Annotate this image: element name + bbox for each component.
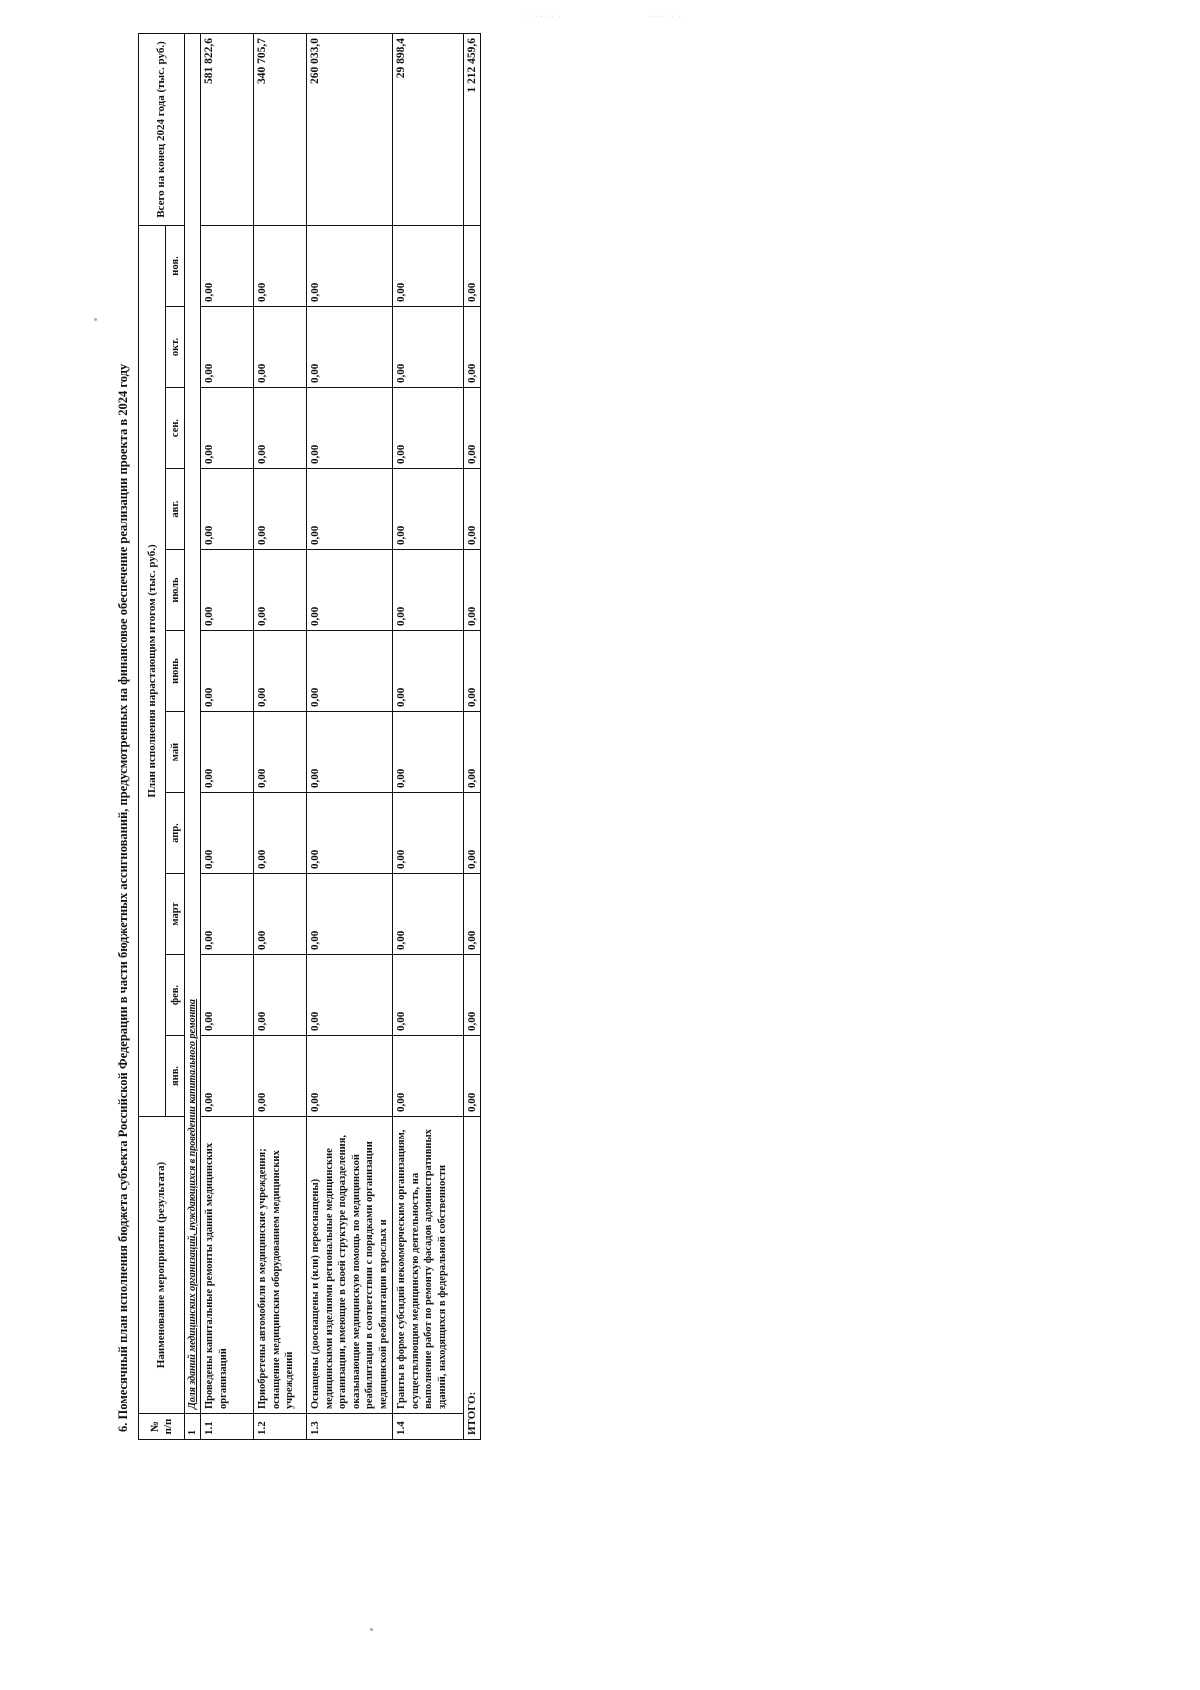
row-num: 1.3	[307, 1414, 393, 1440]
row-num: 1.4	[393, 1414, 464, 1440]
total-month-value: 0,00	[464, 712, 481, 793]
month-value: 0,00	[201, 874, 254, 955]
month-value: 0,00	[307, 226, 393, 307]
month-value: 0,00	[201, 712, 254, 793]
total-row	[464, 34, 481, 1440]
total-month-value: 0,00	[464, 793, 481, 874]
header-month: июнь	[166, 631, 185, 712]
header-name: Наименование мероприятия (результата)	[139, 1117, 185, 1414]
month-value: 0,00	[254, 388, 307, 469]
header-month: ноя.	[166, 226, 185, 307]
month-value: 0,00	[201, 307, 254, 388]
total-month-value: 0,00	[464, 469, 481, 550]
header-plan-group: План исполнения нарастающим итогом (тыс. руб.)	[139, 226, 166, 1117]
total-month-value: 0,00	[464, 1036, 481, 1117]
scan-dot	[370, 1628, 373, 1631]
rotated-document-sheet	[114, 38, 534, 1440]
table-row	[307, 34, 393, 1440]
total-month-value: 0,00	[464, 874, 481, 955]
month-value: 0,00	[201, 469, 254, 550]
month-value: 0,00	[254, 1036, 307, 1117]
row-num: 1.2	[254, 1414, 307, 1440]
month-value: 0,00	[393, 793, 464, 874]
month-value: 0,00	[254, 631, 307, 712]
document-title: 6. Помесячный план исполнения бюджета субъекта Российской Федерации в части бюджетных ассигнований, предусмотренных на финансовое обеспечение реализации проекта в 2024 году	[116, 363, 130, 1432]
row-total: 340 705,7	[254, 34, 307, 226]
month-value: 0,00	[307, 955, 393, 1036]
month-value: 0,00	[254, 226, 307, 307]
month-value: 0,00	[307, 631, 393, 712]
month-value: 0,00	[307, 712, 393, 793]
row-name: Проведены капитальные ремонты зданий медицинских организаций	[201, 1117, 254, 1414]
month-value: 0,00	[307, 469, 393, 550]
scan-speck: ·· ·· ·· ·	[524, 14, 563, 20]
month-value: 0,00	[393, 550, 464, 631]
table-row	[201, 34, 254, 1440]
month-value: 0,00	[393, 307, 464, 388]
header-month: окт.	[166, 307, 185, 388]
row-num: 1.1	[201, 1414, 254, 1440]
header-month: июль	[166, 550, 185, 631]
row-total: 581 822,6	[201, 34, 254, 226]
month-value: 0,00	[254, 469, 307, 550]
row-name: Приобретены автомобили в медицинские учреждения; оснащение медицинским оборудованием медицинских учреждений	[254, 1117, 307, 1414]
header-month: янв.	[166, 1036, 185, 1117]
month-value: 0,00	[307, 550, 393, 631]
month-value: 0,00	[254, 550, 307, 631]
total-month-value: 0,00	[464, 226, 481, 307]
row-name: Гранты в форме субсидий некоммерческим организациям, осуществляющим медицинскую деятельность, на выполнение работ по ремонту фасадов административных зданий, находящихся в федеральной собственности	[393, 1117, 464, 1414]
table-row	[254, 34, 307, 1440]
month-value: 0,00	[393, 388, 464, 469]
header-month: фев.	[166, 955, 185, 1036]
table-row	[393, 34, 464, 1440]
month-value: 0,00	[254, 712, 307, 793]
header-month: май	[166, 712, 185, 793]
month-value: 0,00	[393, 469, 464, 550]
total-month-value: 0,00	[464, 388, 481, 469]
month-value: 0,00	[201, 388, 254, 469]
index-cell: 1	[185, 1414, 201, 1440]
month-value: 0,00	[254, 874, 307, 955]
row-total: 29 898,4	[393, 34, 464, 226]
total-month-value: 0,00	[464, 955, 481, 1036]
month-value: 0,00	[201, 226, 254, 307]
budget-plan-table	[138, 33, 481, 1440]
header-month: март	[166, 874, 185, 955]
total-month-value: 0,00	[464, 631, 481, 712]
month-value: 0,00	[307, 874, 393, 955]
header-month: апр.	[166, 793, 185, 874]
total-month-value: 0,00	[464, 307, 481, 388]
month-value: 0,00	[254, 955, 307, 1036]
month-value: 0,00	[307, 307, 393, 388]
section-title: Доля зданий медицинских организаций, нуждающихся в проведении капитального ремонта	[185, 34, 201, 1414]
month-value: 0,00	[393, 955, 464, 1036]
row-total: 260 033,0	[307, 34, 393, 226]
grand-total: 1 212 459,6	[464, 34, 481, 226]
total-month-value: 0,00	[464, 550, 481, 631]
month-value: 0,00	[307, 1036, 393, 1117]
month-value: 0,00	[254, 793, 307, 874]
header-month: авг.	[166, 469, 185, 550]
header-num: № п/п	[139, 1414, 185, 1440]
month-value: 0,00	[201, 1036, 254, 1117]
row-name: Оснащены (дооснащены и (или) переоснащены) медицинскими изделиями региональные медицинские организации, имеющие в своей структуре подразделения, оказывающие медицинскую помощь по медицинской реабилитации в соответствии с порядками организации медицинской реабилитации взрослых и	[307, 1117, 393, 1414]
month-value: 0,00	[201, 631, 254, 712]
month-value: 0,00	[254, 307, 307, 388]
month-value: 0,00	[201, 793, 254, 874]
month-value: 0,00	[307, 388, 393, 469]
total-label: ИТОГО:	[464, 1117, 481, 1440]
month-value: 0,00	[393, 874, 464, 955]
header-total: Всего на конец 2024 года (тыс. руб.)	[139, 34, 185, 226]
month-value: 0,00	[393, 1036, 464, 1117]
month-value: 0,00	[393, 712, 464, 793]
header-month: сен.	[166, 388, 185, 469]
scan-dot	[94, 318, 97, 321]
scan-speck: ····· · ·	[648, 14, 683, 20]
month-value: 0,00	[201, 550, 254, 631]
month-value: 0,00	[393, 226, 464, 307]
month-value: 0,00	[393, 631, 464, 712]
month-value: 0,00	[201, 955, 254, 1036]
month-value: 0,00	[307, 793, 393, 874]
